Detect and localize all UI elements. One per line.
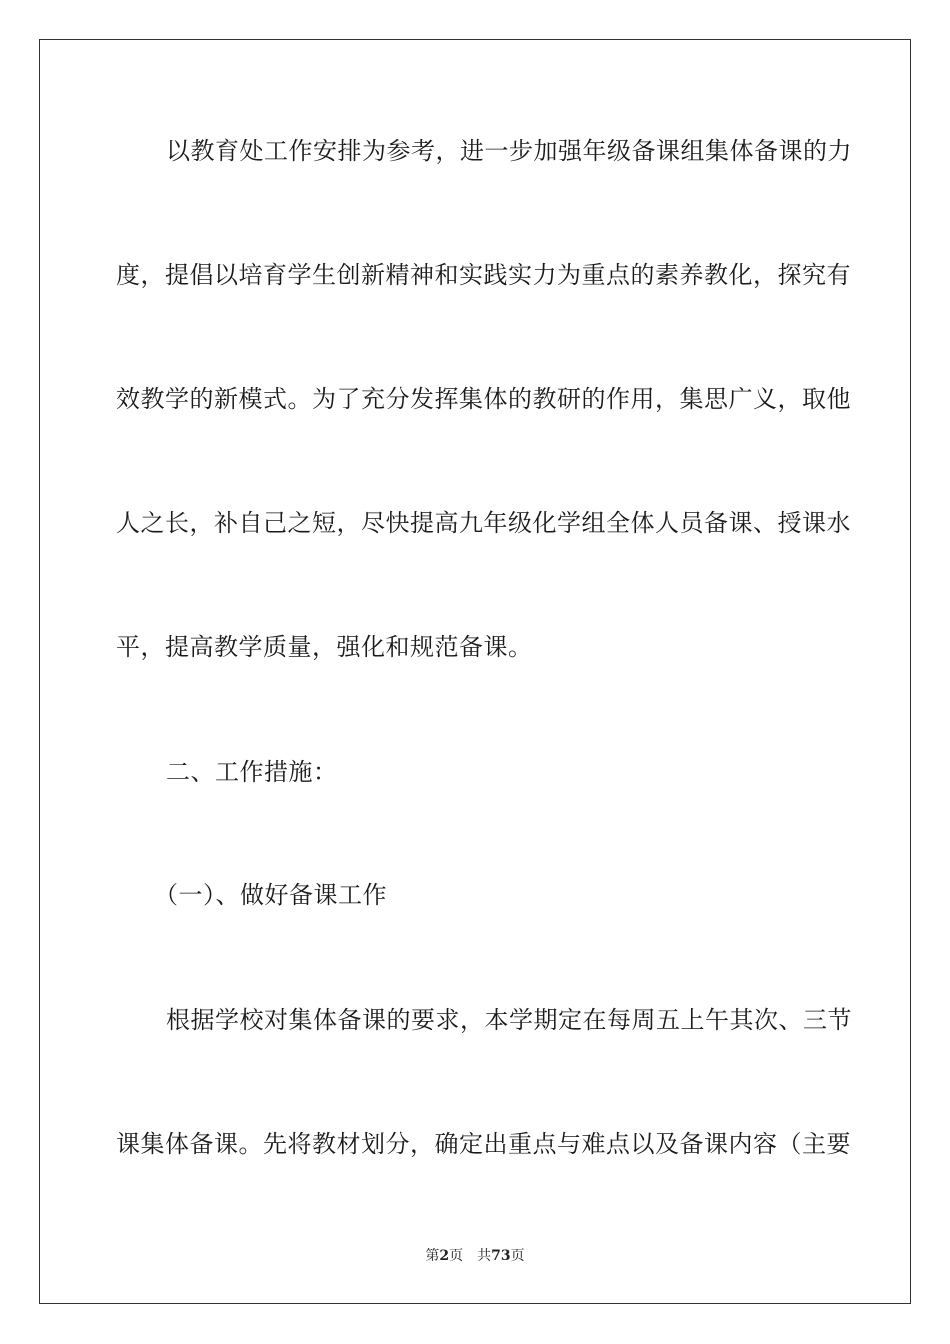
total-pages: 73 (491, 1248, 511, 1264)
paragraph-1-line-1: 以教育处工作安排为参考，进一步加强年级备课组集体备课的力 (166, 137, 852, 165)
paragraph-1-line-3: 效教学的新模式。为了充分发挥集体的教研的作用，集思广义，取他 (116, 385, 851, 413)
paragraph-2-line-2: 课集体备课。先将教材划分，确定出重点与难点以及备课内容（主要 (116, 1130, 851, 1158)
page-border (39, 39, 911, 1304)
page-number: 2 (439, 1248, 450, 1264)
paragraph-1-line-5: 平，提高教学质量，强化和规范备课。 (116, 633, 533, 661)
page-footer (0, 1247, 950, 1265)
page-prefix: 第 (425, 1248, 440, 1264)
total-prefix: 共 (477, 1248, 492, 1264)
paragraph-1-line-4: 人之长，补自己之短，尽快提高九年级化学组全体人员备课、授课水 (116, 509, 851, 537)
total-suffix: 页 (510, 1248, 525, 1264)
subsection-heading: （一）、做好备课工作 (154, 881, 387, 909)
paragraph-2-line-1: 根据学校对集体备课的要求，本学期定在每周五上午其次、三节 (166, 1006, 852, 1034)
page-suffix: 页 (449, 1248, 464, 1264)
section-heading: 二、工作措施： (166, 758, 338, 786)
paragraph-1-line-2: 度，提倡以培育学生创新精神和实践实力为重点的素养教化，探究有 (116, 261, 851, 289)
